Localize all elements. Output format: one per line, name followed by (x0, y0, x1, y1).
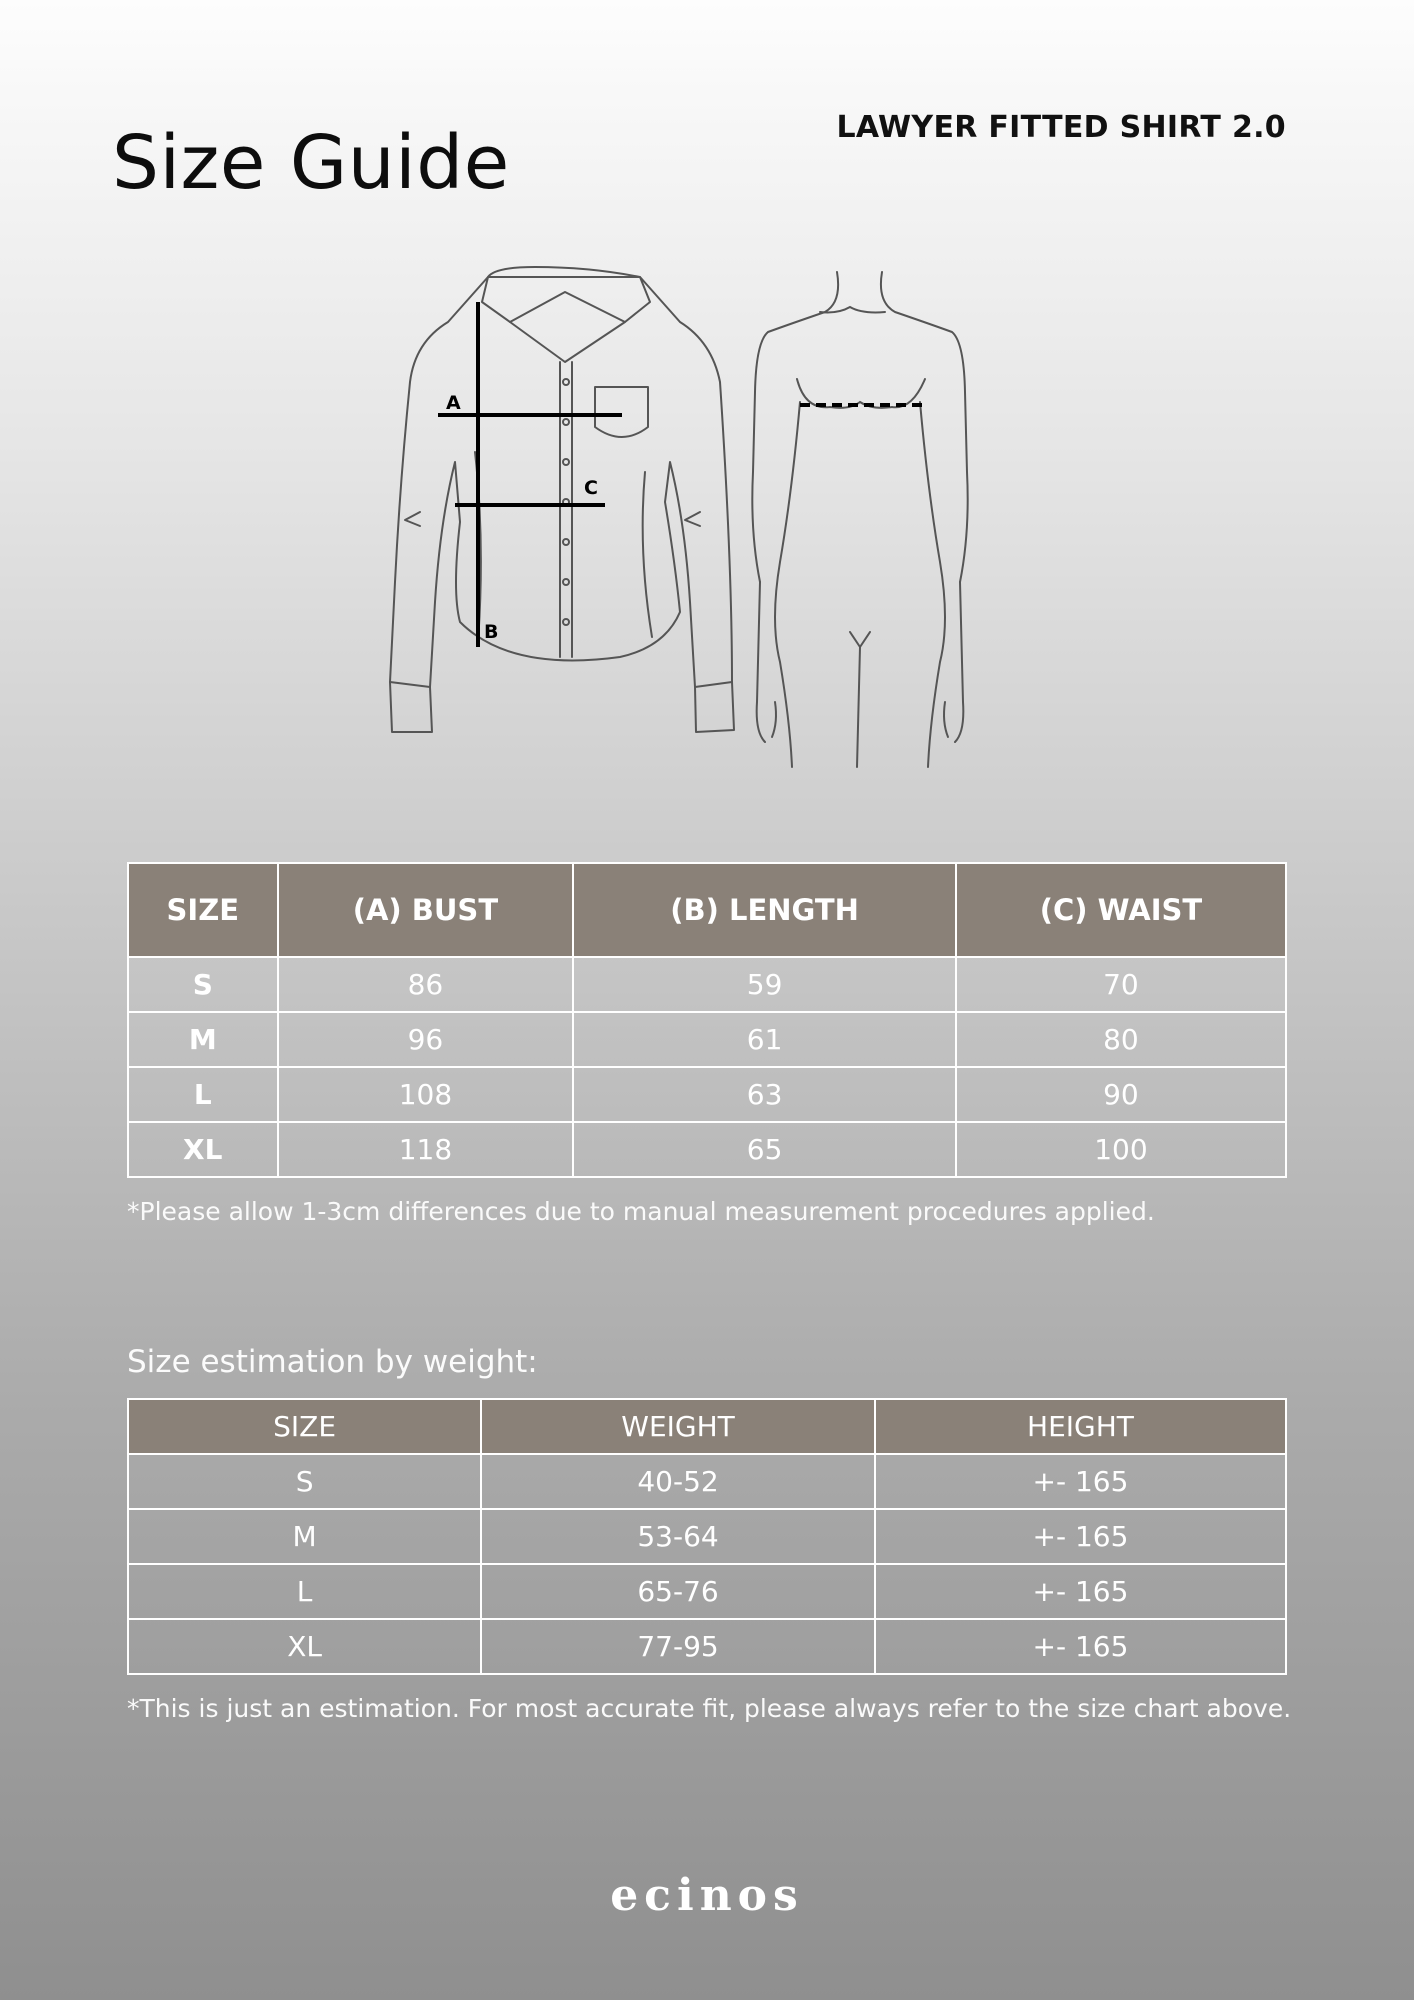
weight-cell: 77-95 (481, 1619, 875, 1674)
measurement-lines (438, 302, 622, 647)
shirt-drawing (390, 267, 734, 732)
measurement-note: *Please allow 1-3cm differences due to manual measurement procedures applied. (127, 1197, 1155, 1226)
weight-cell: 65-76 (481, 1564, 875, 1619)
header-height: HEIGHT (875, 1399, 1286, 1454)
estimation-note: *This is just an estimation. For most accurate fit, please always refer to the size chart above. (127, 1694, 1292, 1723)
weight-section-heading: Size estimation by weight: (127, 1344, 538, 1380)
table-row (128, 1509, 1286, 1564)
bust-cell: 96 (278, 1012, 574, 1067)
size-cell: S (128, 957, 278, 1012)
length-cell: 65 (573, 1122, 956, 1177)
waist-cell: 70 (956, 957, 1286, 1012)
size-cell: L (128, 1564, 481, 1619)
bust-cell: 108 (278, 1067, 574, 1122)
header-size: SIZE (128, 863, 278, 957)
size-chart-table (127, 862, 1287, 1178)
header-bust: (A) BUST (278, 863, 574, 957)
product-name: LAWYER FITTED SHIRT 2.0 (836, 110, 1286, 145)
table-row (128, 1122, 1286, 1177)
table-row (128, 1012, 1286, 1067)
table-row (128, 1564, 1286, 1619)
waist-cell: 90 (956, 1067, 1286, 1122)
height-cell: +- 165 (875, 1564, 1286, 1619)
size-cell: S (128, 1454, 481, 1509)
length-cell: 63 (573, 1067, 956, 1122)
size-cell: XL (128, 1122, 278, 1177)
label-b: B (484, 621, 499, 643)
body-figure-drawing (752, 272, 967, 767)
table-row (128, 1067, 1286, 1122)
table-row (128, 957, 1286, 1012)
size-cell: L (128, 1067, 278, 1122)
size-cell: M (128, 1012, 278, 1067)
height-cell: +- 165 (875, 1509, 1286, 1564)
height-cell: +- 165 (875, 1619, 1286, 1674)
header-weight: WEIGHT (481, 1399, 875, 1454)
waist-cell: 80 (956, 1012, 1286, 1067)
bust-cell: 86 (278, 957, 574, 1012)
size-chart-header-row (128, 863, 1286, 957)
weight-cell: 53-64 (481, 1509, 875, 1564)
length-cell: 61 (573, 1012, 956, 1067)
label-c: C (584, 477, 598, 499)
label-a: A (446, 392, 461, 414)
bust-cell: 118 (278, 1122, 574, 1177)
size-cell: M (128, 1509, 481, 1564)
header-size: SIZE (128, 1399, 481, 1454)
header-waist: (C) WAIST (956, 863, 1286, 957)
weight-cell: 40-52 (481, 1454, 875, 1509)
length-cell: 59 (573, 957, 956, 1012)
weight-chart-header-row (128, 1399, 1286, 1454)
height-cell: +- 165 (875, 1454, 1286, 1509)
header-length: (B) LENGTH (573, 863, 956, 957)
measurement-illustration (360, 262, 1020, 782)
table-row (128, 1619, 1286, 1674)
brand-logo: ecinos (610, 1870, 804, 1921)
page-title: Size Guide (112, 119, 510, 206)
waist-cell: 100 (956, 1122, 1286, 1177)
table-row (128, 1454, 1286, 1509)
weight-chart-table (127, 1398, 1287, 1675)
size-cell: XL (128, 1619, 481, 1674)
